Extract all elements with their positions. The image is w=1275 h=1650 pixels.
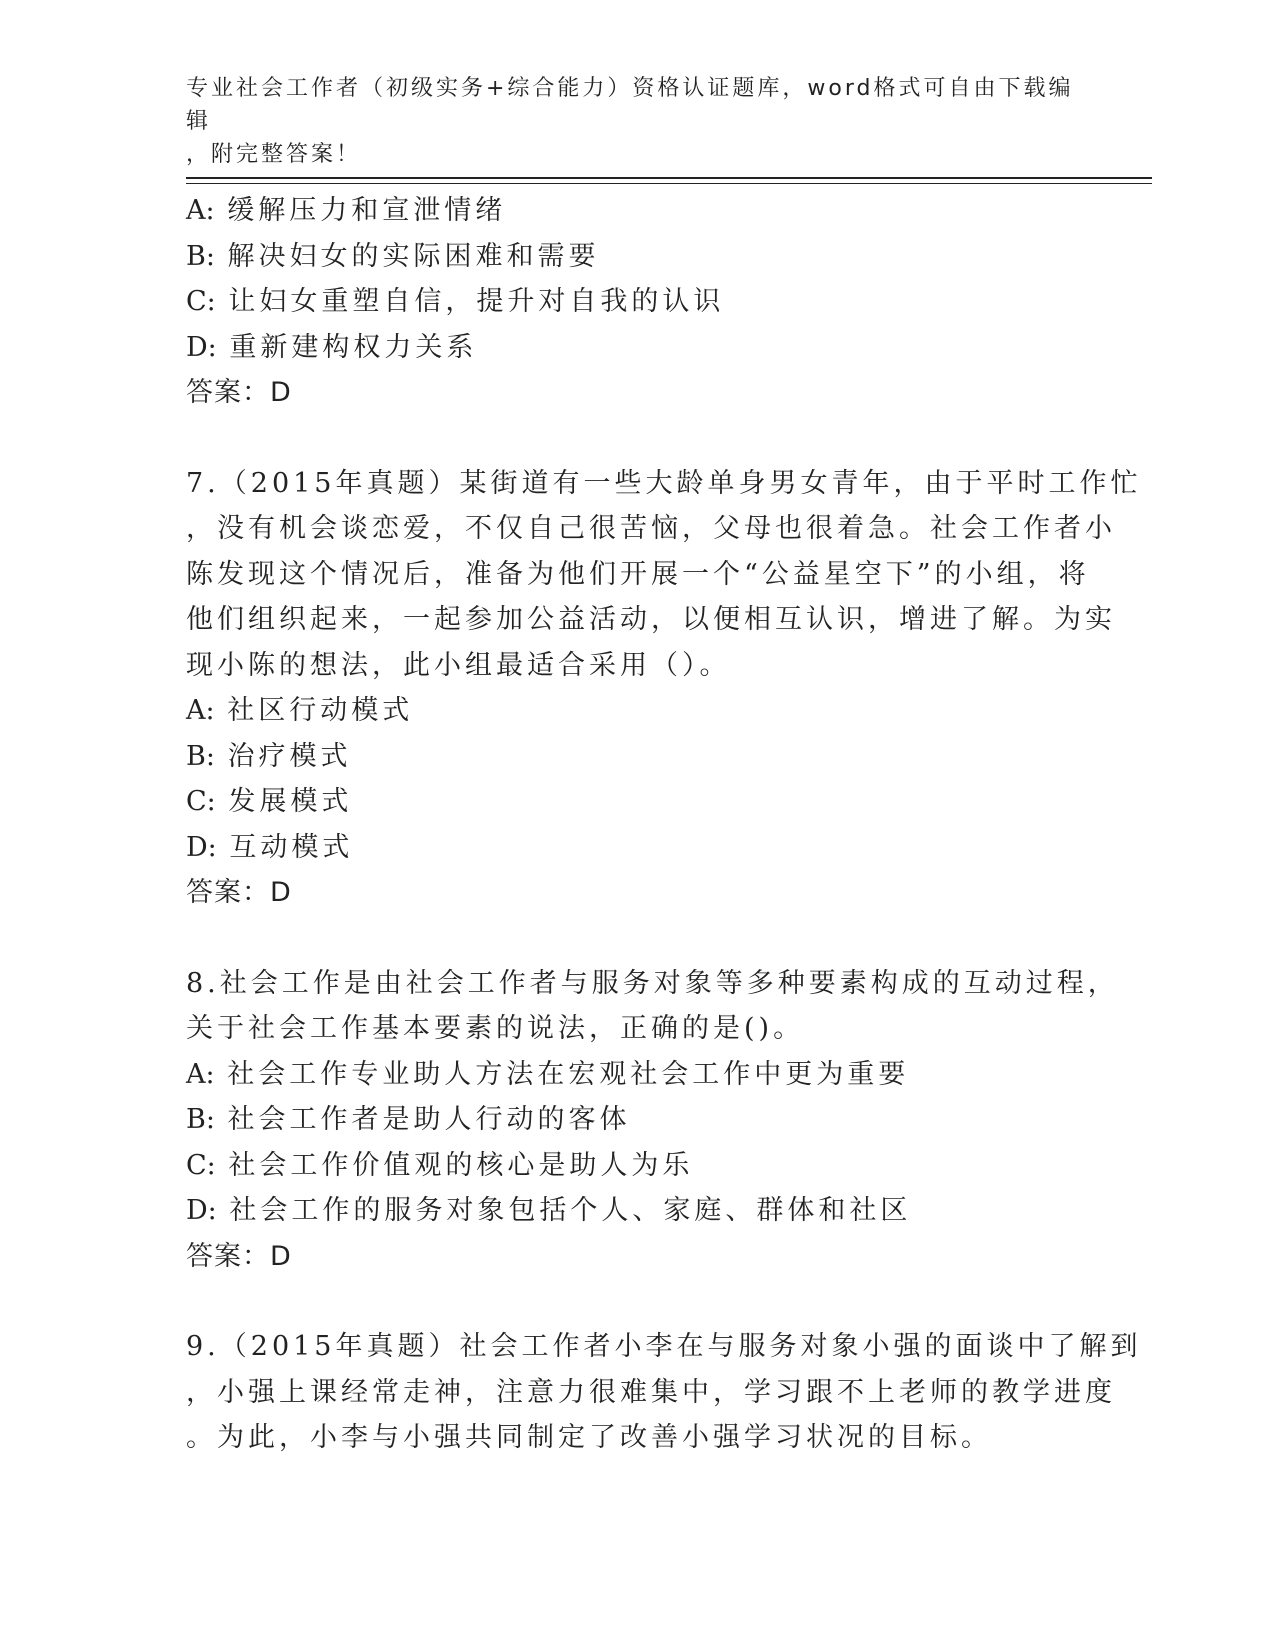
option-d: [186, 1188, 1086, 1234]
question-text-line: ，小强上课经常走神，注意力很难集中，学习跟不上老师的教学进度: [186, 1376, 1116, 1408]
question-text-line: 关于社会工作基本要素的说法，正确的是()。: [186, 1013, 805, 1044]
option-key: C:: [186, 786, 216, 817]
answer: 答案：D: [186, 1240, 292, 1272]
option-key: A:: [186, 1058, 215, 1090]
option-d: [186, 825, 1086, 871]
option-c: [186, 779, 1086, 825]
option-text: 社会工作专业助人方法在宏观社会工作中更为重要: [227, 1058, 910, 1090]
option-text: 治疗模式: [227, 740, 352, 772]
option-text: 发展模式: [228, 786, 353, 817]
option-b: [186, 234, 1086, 280]
option-text: 重新建构权力关系: [229, 331, 478, 363]
question-text-line: 他们组织起来，一起参加公益活动，以便相互认识，增进了解。为实: [186, 604, 1116, 635]
spacer: [186, 1279, 1086, 1324]
answer: 答案：D: [186, 877, 292, 908]
option-key: D:: [186, 331, 217, 363]
option-key: B:: [186, 240, 215, 272]
question-text-line: 。为此，小李与小强共同制定了改善小强学习状况的目标。: [186, 1422, 992, 1453]
header-line-1: 专业社会工作者（初级实务+综合能力）资格认证题库，word格式可自由下载编辑: [186, 76, 1074, 134]
question-text-line: 9.（2015年真题）社会工作者小李在与服务对象小强的面谈中了解到: [186, 1331, 1142, 1362]
question-7: [186, 461, 1142, 916]
option-key: A:: [186, 195, 215, 226]
question-text-line: 现小陈的想法，此小组最适合采用（）。: [186, 649, 731, 681]
option-text: 社会工作价值观的核心是助人为乐: [228, 1149, 694, 1181]
header-divider-thin: [186, 183, 1152, 184]
option-key: D:: [186, 831, 217, 863]
spacer: [186, 416, 1086, 461]
option-text: 让妇女重塑自信，提升对自我的认识: [228, 286, 725, 317]
option-key: D:: [186, 1195, 217, 1226]
option-key: A:: [186, 695, 215, 726]
question-text-line: 8.社会工作是由社会工作者与服务对象等多种要素构成的互动过程，: [186, 967, 1119, 999]
question-list: [186, 188, 1142, 1461]
question-text-line: ，没有机会谈恋爱，不仅自己很苦恼，父母也很着急。社会工作者小: [186, 513, 1116, 544]
question-8: [186, 961, 1119, 1280]
option-a: [186, 688, 1086, 734]
option-a: [186, 1052, 1086, 1098]
question-9: [186, 1324, 1142, 1461]
option-key: B:: [186, 1104, 215, 1135]
page-header: [186, 72, 1086, 171]
option-text: 社会工作者是助人行动的客体: [227, 1104, 631, 1135]
option-b: [186, 734, 1086, 780]
option-text: 社会工作的服务对象包括个人、家庭、群体和社区: [229, 1195, 912, 1226]
option-text: 互动模式: [229, 831, 354, 863]
option-c: [186, 279, 1086, 325]
option-d: [186, 325, 1086, 371]
option-key: C:: [186, 1149, 216, 1181]
option-text: 缓解压力和宣泄情绪: [227, 195, 507, 226]
answer: 答案：D: [186, 377, 292, 408]
spacer: [186, 916, 1086, 961]
option-c: [186, 1143, 1086, 1189]
option-key: C:: [186, 286, 216, 317]
header-line-2: ，附完整答案！: [186, 142, 362, 167]
header-divider-thick: [186, 177, 1152, 179]
option-text: 社区行动模式: [227, 695, 414, 726]
question-text-line: 7.（2015年真题）某街道有一些大龄单身男女青年，由于平时工作忙: [186, 467, 1142, 499]
question-text-line: 陈发现这个情况后，准备为他们开展一个“公益星空下”的小组，将: [186, 558, 1090, 590]
option-a: [186, 188, 1086, 234]
question-6: [186, 188, 1086, 416]
option-b: [186, 1097, 1086, 1143]
option-text: 解决妇女的实际困难和需要: [227, 240, 600, 272]
option-key: B:: [186, 740, 215, 772]
